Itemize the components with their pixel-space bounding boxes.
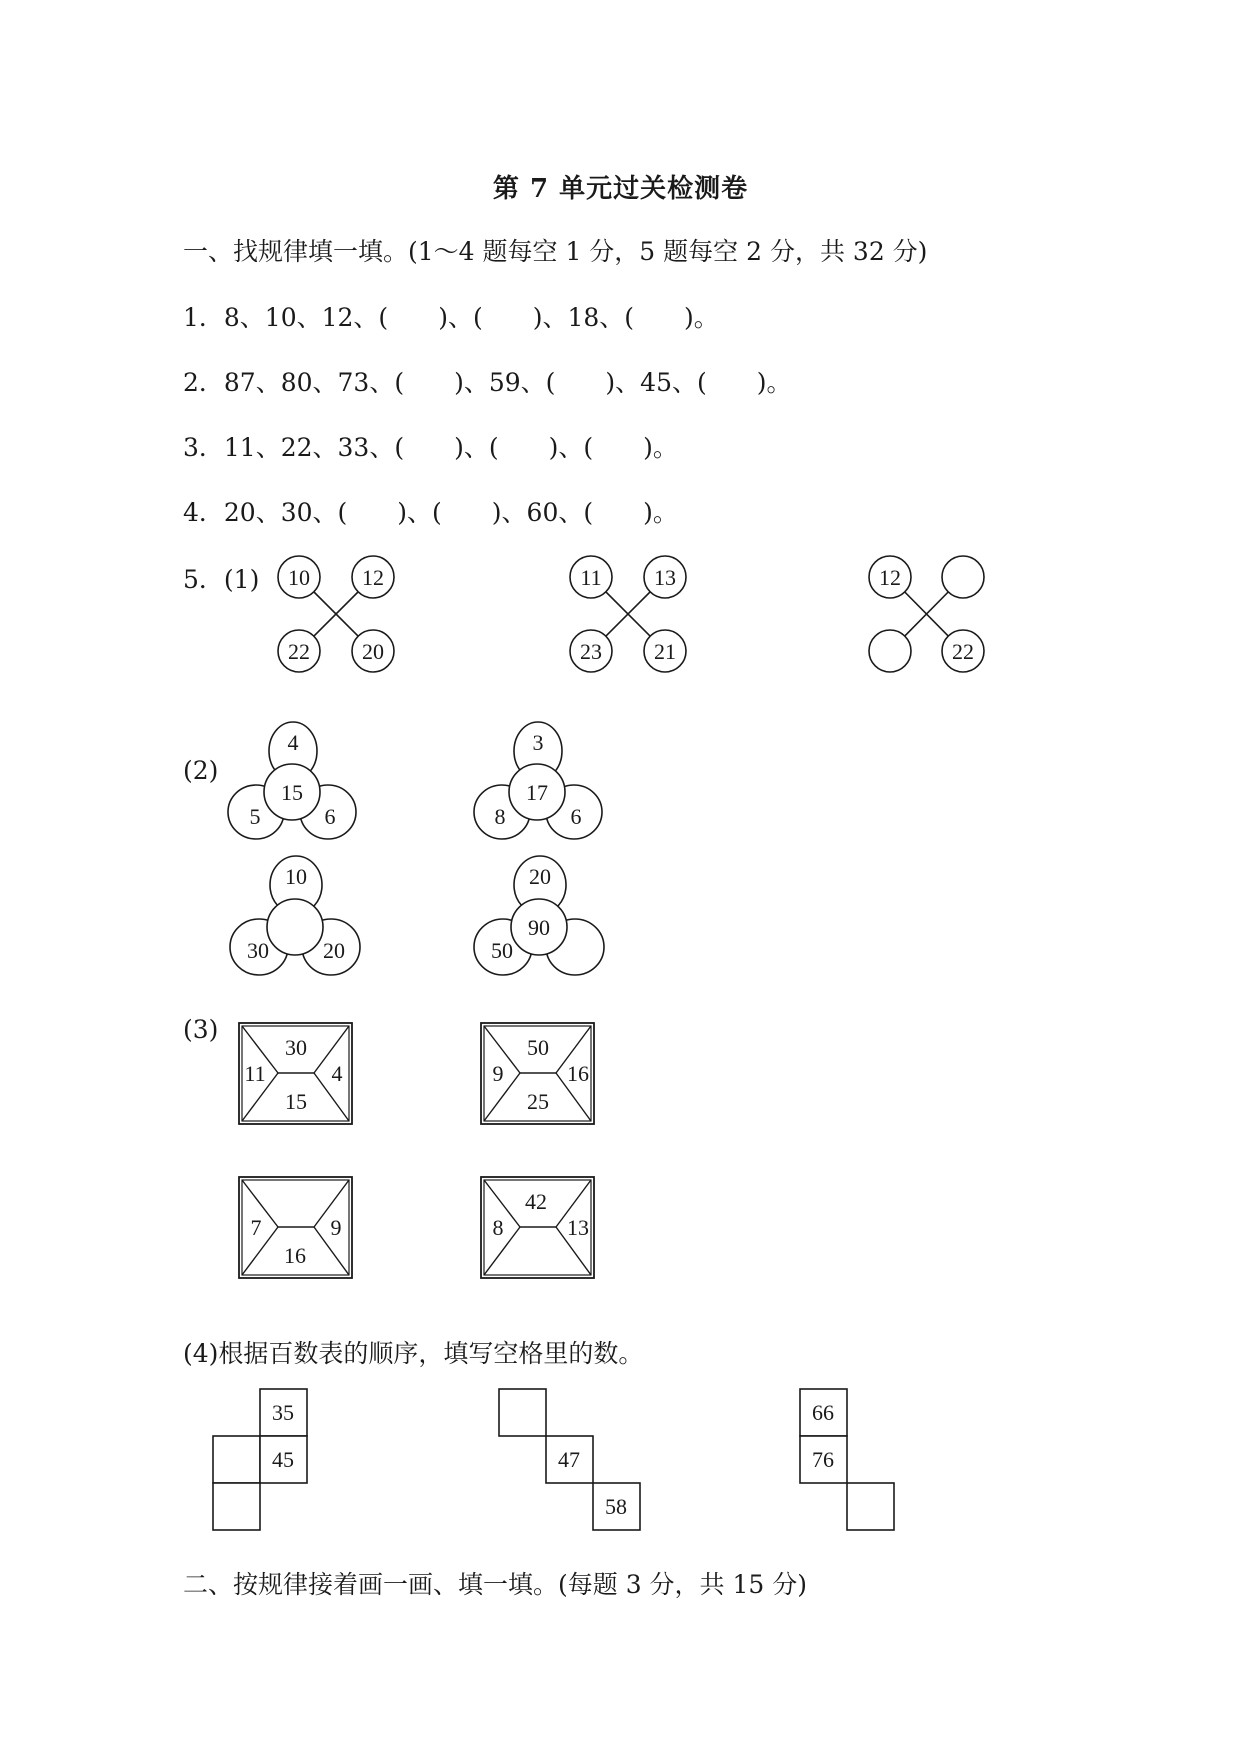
question-1: 1．8、10、12、( )、( )、18、( )。	[183, 303, 719, 332]
box-number: 15	[285, 1089, 307, 1114]
flower-number: 20	[323, 938, 345, 963]
grid-number: 45	[272, 1447, 294, 1472]
cross-figure	[869, 556, 984, 672]
cross-number: 22	[288, 639, 310, 664]
box-number: 4	[331, 1061, 343, 1086]
box-number: 9	[492, 1061, 504, 1086]
cross-number: 21	[654, 639, 676, 664]
grid-number: 47	[558, 1447, 580, 1472]
page-title: 第 7 单元过关检测卷	[492, 174, 749, 204]
grid-number: 58	[605, 1494, 627, 1519]
box-number: 8	[492, 1215, 504, 1240]
part-3-label: (3)	[183, 1015, 219, 1044]
box-number: 42	[525, 1189, 547, 1214]
cross-number: 11	[580, 565, 602, 590]
question-4: 4．20、30、( )、( )、60、( )。	[183, 498, 678, 527]
flower-number: 6	[570, 804, 582, 829]
flower-number: 30	[247, 938, 269, 963]
question-5-label: 5．(1)	[183, 565, 260, 594]
flower-number: 8	[494, 804, 506, 829]
box-number: 7	[250, 1215, 262, 1240]
flower-number: 5	[249, 804, 261, 829]
flower-number: 4	[287, 730, 299, 755]
cross-number: 12	[362, 565, 384, 590]
cross-number: 22	[952, 639, 974, 664]
cross-number: 10	[288, 565, 310, 590]
cross-number: 12	[879, 565, 901, 590]
flower-number: 20	[529, 864, 551, 889]
flower-number: 90	[528, 915, 550, 940]
flower-number: 10	[285, 864, 307, 889]
part-2-label: (2)	[183, 756, 219, 785]
question-3: 3．11、22、33、( )、( )、( )。	[183, 433, 678, 462]
box-number: 16	[567, 1061, 589, 1086]
box-number: 11	[244, 1061, 266, 1086]
flower-figure	[474, 722, 602, 839]
box-number: 16	[284, 1243, 306, 1268]
flower-number: 17	[526, 780, 548, 805]
cross-number: 13	[654, 565, 676, 590]
flower-figure	[230, 856, 360, 975]
section1-heading: 一、找规律填一填。(1～4 题每空 1 分，5 题每空 2 分，共 32 分)	[183, 237, 928, 266]
cross-figure	[570, 556, 686, 672]
flower-number: 3	[532, 730, 544, 755]
cross-number: 23	[580, 639, 602, 664]
cross-figure	[278, 556, 394, 672]
flower-figure	[474, 856, 604, 975]
grid-number: 76	[812, 1447, 834, 1472]
flower-number: 6	[324, 804, 336, 829]
box-number: 25	[527, 1089, 549, 1114]
flower-figure	[228, 722, 356, 839]
box-number: 13	[567, 1215, 589, 1240]
part-4-label: (4)根据百数表的顺序，填写空格里的数。	[183, 1339, 644, 1368]
grid-number: 35	[272, 1400, 294, 1425]
box-figure	[481, 1023, 594, 1124]
box-figure	[481, 1177, 594, 1278]
question-2: 2．87、80、73、( )、59、( )、45、( )。	[183, 368, 792, 397]
grid-number: 66	[812, 1400, 834, 1425]
box-figure	[239, 1177, 352, 1278]
box-figure	[239, 1023, 352, 1124]
box-number: 30	[285, 1035, 307, 1060]
cross-number: 20	[362, 639, 384, 664]
flower-number: 50	[491, 938, 513, 963]
box-number: 9	[330, 1215, 342, 1240]
box-number: 50	[527, 1035, 549, 1060]
flower-number: 15	[281, 780, 303, 805]
section2-heading: 二、按规律接着画一画、填一填。(每题 3 分，共 15 分)	[183, 1570, 808, 1599]
